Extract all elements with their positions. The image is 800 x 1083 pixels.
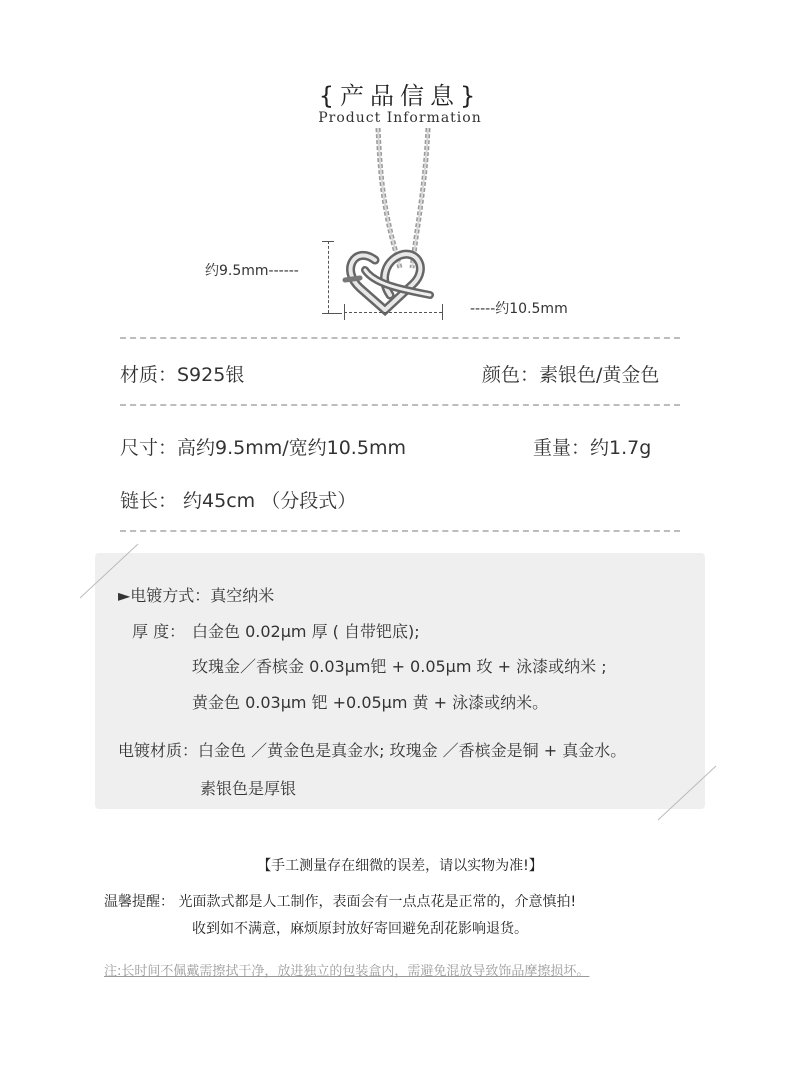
divider — [120, 530, 680, 532]
thickness-yellow-gold: 黄金色 0.03μm 钯 +0.05μm 黄 + 泳漆或纳米。 — [192, 693, 549, 712]
reminder-line-1: 温馨提醒： 光面款式都是人工制作，表面会有一点点花是正常的，介意慎拍! — [104, 894, 577, 910]
spec-material: 材质：S925银 — [120, 364, 245, 386]
section-title: {产品信息} — [318, 82, 482, 110]
reminder-line-2: 收到如不满意，麻烦原封放好寄回避免刮花影响退货。 — [192, 921, 528, 937]
handmade-notice: 【手工测量存在细微的误差，请以实物为准!】 — [257, 858, 543, 874]
corner-decoration-icon — [656, 764, 718, 822]
width-guide-line — [344, 312, 442, 313]
plating-material: 电镀材质：白金色 ／黄金色是真金水; 玫瑰金 ／香槟金是铜 + 真金水。 — [118, 741, 627, 760]
divider — [120, 337, 680, 339]
spec-size: 尺寸：高约9.5mm/宽约10.5mm — [120, 437, 406, 459]
spec-weight: 重量：约1.7g — [533, 437, 652, 459]
thickness-rose-champagne: 玫瑰金／香槟金 0.03μm钯 + 0.05μm 玫 + 泳漆或纳米 ; — [192, 657, 607, 676]
care-footnote: 注:长时间不佩戴需擦拭干净，放进独立的包装盒内，需避免混放导致饰品摩擦损坏。 — [104, 964, 590, 979]
plating-method: ►电镀方式：真空纳米 — [118, 586, 275, 605]
section-subtitle: Product Information — [318, 110, 482, 126]
spec-color: 颜色：素银色/黄金色 — [482, 364, 660, 386]
spec-chain-length: 链长： 约45cm （分段式） — [120, 490, 357, 512]
width-dimension-label: -----约10.5mm — [470, 301, 568, 317]
height-dimension-label: 约9.5mm------ — [205, 263, 299, 279]
height-guide-bottom — [322, 313, 342, 314]
width-guide-right — [442, 304, 443, 320]
thickness-label: 厚 度： — [132, 622, 186, 641]
height-guide-line — [328, 241, 329, 313]
divider — [120, 404, 680, 406]
plating-material-silver: 素银色是厚银 — [200, 779, 297, 798]
thickness-white-gold: 白金色 0.02μm 厚 ( 自带钯底); — [192, 622, 420, 641]
